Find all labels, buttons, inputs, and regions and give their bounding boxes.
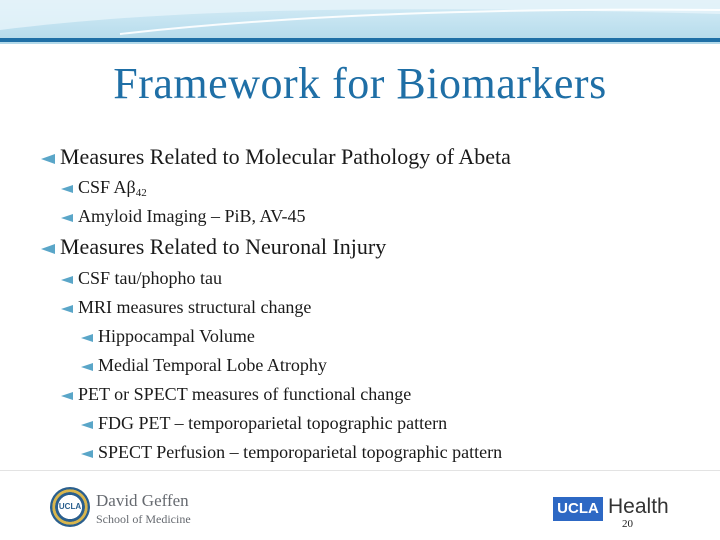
bullet-level2 [60, 206, 306, 227]
page-number: 20 [622, 518, 633, 530]
bullet-marker-icon [60, 303, 74, 314]
bullet-text: FDG PET – temporoparietal topographic pattern [98, 413, 448, 433]
bullet-level2 [60, 384, 411, 405]
bullet-text: Measures Related to Molecular Pathology of Abeta [60, 144, 511, 169]
bullet-text: SPECT Perfusion – temporoparietal topographic pattern [98, 442, 503, 462]
bullet-text: Medial Temporal Lobe Atrophy [98, 355, 327, 375]
bullet-marker-icon [40, 242, 56, 255]
bullet-level1 [40, 234, 386, 260]
ucla-badge: UCLA [553, 497, 603, 521]
bullet-level3 [80, 413, 447, 434]
bullet-marker-icon [80, 332, 94, 343]
bullet-marker-icon [80, 361, 94, 372]
bullet-marker-icon [60, 390, 74, 401]
bullet-marker-icon [60, 212, 74, 223]
school-name-line2: School of Medicine [96, 512, 191, 526]
bullet-text: PET or SPECT measures of functional change [78, 384, 412, 404]
bullet-text: Amyloid Imaging – PiB, AV-45 [78, 206, 306, 226]
bullet-level3 [80, 442, 502, 463]
bullet-level3 [80, 326, 255, 347]
bullet-marker-icon [80, 419, 94, 430]
bullet-text: CSF tau/phopho tau [78, 268, 223, 288]
bullet-level3 [80, 355, 327, 376]
bullet-marker-icon [80, 448, 94, 459]
bullet-level2 [60, 177, 147, 199]
bullet-marker-icon [60, 274, 74, 285]
footer-rule [0, 470, 720, 471]
header-rule [0, 38, 720, 42]
bullet-marker-icon [60, 183, 74, 194]
bullet-text: Measures Related to Neuronal Injury [60, 234, 387, 259]
slide-title: Framework for Biomarkers [113, 59, 607, 108]
bullet-text: MRI measures structural change [78, 297, 312, 317]
bullet-level2 [60, 268, 222, 289]
health-wordmark: Health [608, 495, 669, 518]
bullet-level1 [40, 144, 511, 170]
bullet-text: CSF Aβ [78, 177, 136, 197]
bullet-subscript: 42 [135, 187, 147, 199]
seal-text: UCLA [58, 502, 82, 511]
bullet-level2 [60, 297, 311, 318]
school-name-line1: David Geffen [96, 491, 189, 510]
bullet-marker-icon [40, 152, 56, 165]
bullet-text: Hippocampal Volume [98, 326, 255, 346]
